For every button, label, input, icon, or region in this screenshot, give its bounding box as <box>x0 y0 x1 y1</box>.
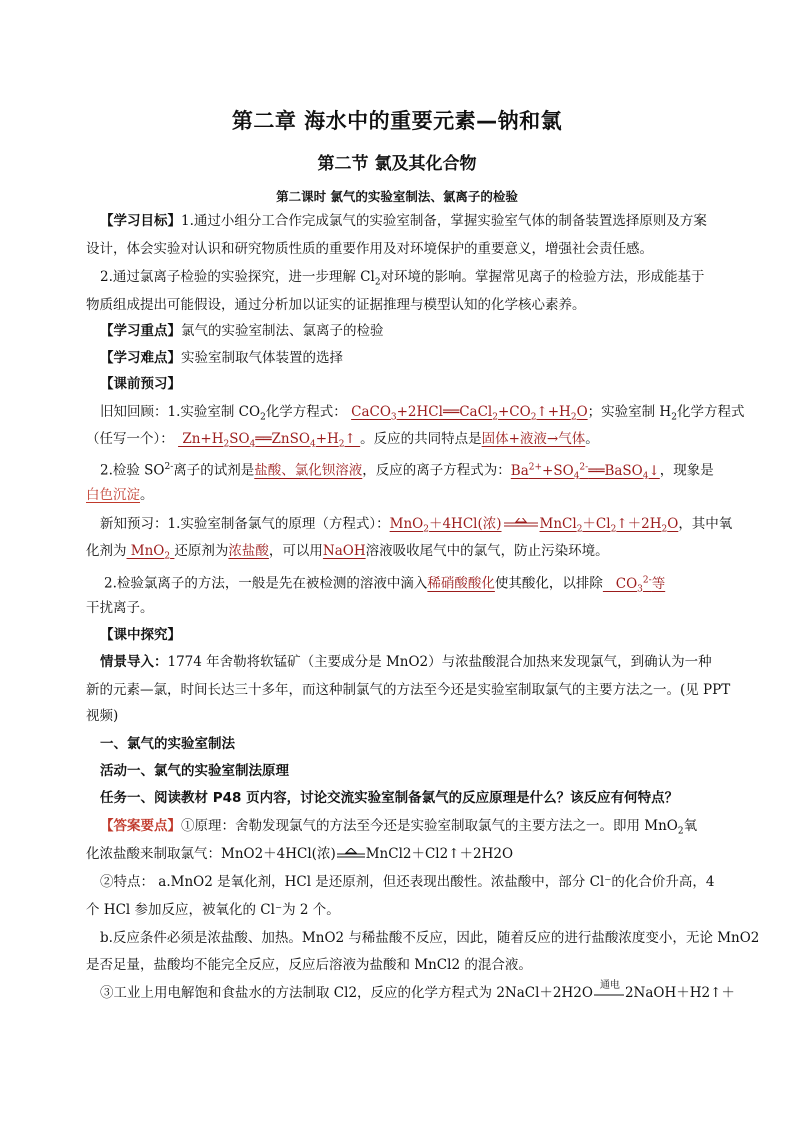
key-point: 【学习重点】氯气的实验室制法、氯离子的检验 <box>100 323 384 339</box>
review-line1: 旧知回顾：1.实验室制 $CO_2$化学方程式： $CaCO_3+2HCl══CaCl_2+CO_2↑+H_2O$；实验室制 $H_2$化学方程式 <box>100 404 745 423</box>
answer-reductant: 浓盐酸 <box>228 543 269 559</box>
answer-nitric-acid: 稀硝酸酸化 <box>427 575 495 592</box>
answer-p3-line2: 是否足量，盐酸均不能完全反应，反应后溶液为盐酸和 MnCl2 的混合液。 <box>86 957 532 973</box>
new-line2: 化剂为 MnO$_2$ 还原剂为浓盐酸，可以用NaOH溶液吸收尾气中的氯气，防止污染环境。 <box>86 543 609 562</box>
answer-p1-line2: 化浓盐酸来制取氯气：MnO2＋4HCl(浓) MnCl2＋Cl2↑＋2H2O <box>86 846 514 862</box>
chapter-title: 第二章 海水中的重要元素—钠和氯 <box>231 109 563 133</box>
answer-p2-line2: 个 HCl 参加反应，被氧化的 Cl⁻为 2 个。 <box>86 902 340 918</box>
activity-one: 活动一、氯气的实验室制法原理 <box>100 763 289 779</box>
electrolysis-condition: 通电 <box>599 979 620 991</box>
heading-lab-preparation: 一、氯气的实验室制法 <box>100 736 235 752</box>
answer-common-feature: 固体+液液→气体 <box>481 431 586 447</box>
answer-p2-line1: ②特点： a.MnO2 是氧化剂，HCl 是还原剂，但还表现出酸性。浓盐酸中，部分 Cl⁻的化合价升高，4 <box>100 874 715 890</box>
answer-carbonate: $CO_3^{2-}$等 <box>602 575 666 595</box>
answer-phenomenon: 白色沉淀 <box>86 487 140 503</box>
answer-h2-equation: $Zn+H_2SO_4══ZnSO_4+H_2↑$ <box>178 431 361 450</box>
preview-heading: 【课前预习】 <box>100 376 181 392</box>
task-one: 任务一、阅读教材 P48 页内容，讨论交流实验室制备氯气的反应原理是什么？该反应有何特点？ <box>100 790 679 806</box>
scene-line3: 视频) <box>86 708 119 724</box>
answer-co2-equation: $CaCO_3+2HCl══CaCl_2+CO_2↑+H_2O$ <box>351 404 588 423</box>
answer-p1-line1: 【答案要点】①原理：舍勒发现氯气的方法至今还是实验室制取氯气的主要方法之一。即用 MnO$_2$氧 <box>100 818 698 837</box>
difficulty: 【学习难点】实验室制取气体装置的选择 <box>100 350 343 366</box>
scene-line1: 情景导入：1774 年舍勒将软锰矿（主要成分是 MnO2）与浓盐酸混合加热来发现氯气，到确认为一种 <box>100 654 712 670</box>
answer-p3-line1: b.反应条件必须是浓盐酸、加热。MnO2 与稀盐酸不反应，因此，随着反应的进行盐酸浓度变小，无论 MnO2 <box>100 930 760 946</box>
answer-p4-line1: ③工业上用电解饱和食盐水的方法制取 Cl2，反应的化学方程式为 2NaCl＋2H2O 通电 2NaOH＋H2↑＋ <box>100 984 740 1002</box>
objectives-line1: 【学习目标】1.通过小组分工合作完成氯气的实验室制备，掌握实验室气体的制备装置选择原则及方案 <box>100 213 707 229</box>
scene-line2: 新的元素—氯，时间长达三十多年，而这种制氯气的方法至今还是实验室制取氯气的主要方法之一。(见 PPT <box>86 682 731 698</box>
explore-heading: 【课中探究】 <box>100 627 181 643</box>
objectives-label: 【学习目标】 <box>100 213 181 229</box>
chloride-line1: 2.检验氯离子的方法，一般是先在被检测的溶液中滴入稀硝酸酸化使其酸化，以排除 $CO_3^{2-}$等 <box>104 575 666 595</box>
answer-chlorine-equation: MnO$_2$＋4HCl(浓) $MnCl_2+Cl_2↑+2H_2O$ <box>390 516 679 532</box>
answer-label: 【答案要点】 <box>100 818 181 834</box>
answer-naoh: NaOH <box>322 543 366 559</box>
answer-ion-equation: $Ba^{2+}+SO_4^{2-}══BaSO_4↓$ <box>510 462 660 482</box>
answer-oxidant: MnO$_2$ <box>126 543 171 562</box>
new-line1: 新知预习：1.实验室制备氯气的原理（方程式）：MnO$_2$＋4HCl(浓) $MnCl_2+Cl_2↑+2H_2O$，其中氧 <box>100 515 740 539</box>
objectives-line4: 物质组成提出可能假设，通过分析加以证实的证据推理与模型认知的化学核心素养。 <box>86 297 586 313</box>
lesson-title: 第二课时 氯气的实验室制法、氯离子的检验 <box>276 189 518 204</box>
answer-so4-reagent: 盐酸、氯化钡溶液 <box>254 462 363 479</box>
section-title: 第二节 氯及其化合物 <box>317 154 477 174</box>
review-line2: （任写一个）： $Zn+H_2SO_4══ZnSO_4+H_2↑$ 。反应的共同特点是固体+液液→气体。 <box>86 431 599 450</box>
chloride-line2: 干扰离子。 <box>86 600 154 616</box>
so4-line1: 2.检验 $SO^{2-}$离子的试剂是盐酸、氯化钡溶液，反应的离子方程式为：$Ba^{2+}+SO_4^{2-}══BaSO_4↓$，现象是 <box>100 462 714 482</box>
objectives-line3: 2.通过氯离子检验的实验探究，进一步理解 $Cl_2$对环境的影响。掌握常见离子的检验方法，形成能基于 <box>100 269 705 288</box>
objectives-line2: 设计，体会实验对认识和研究物质性质的重要作用及对环境保护的重要意义，增强社会责任感。 <box>86 241 653 257</box>
so4-line2: 白色沉淀。 <box>86 487 154 503</box>
